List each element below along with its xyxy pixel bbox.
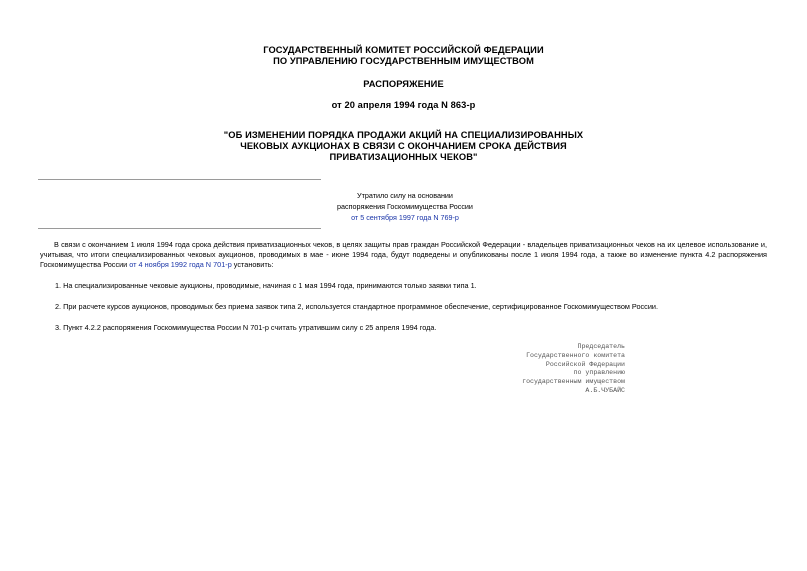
signatory-name: А.Б.ЧУБАЙС <box>585 386 625 394</box>
status-note-line-1: Утратило силу на основании <box>357 191 453 200</box>
clause-1: 1. На специализированные чековые аукционы, проводимые, начиная с 1 мая 1994 года, принимаются только заявки типа 1. <box>55 281 477 290</box>
document-date: от 20 апреля 1994 года N 863-р <box>331 100 476 110</box>
issuer-line-1: ГОСУДАРСТВЕННЫЙ КОМИТЕТ РОССИЙСКОЙ ФЕДЕРАЦИИ <box>263 45 544 55</box>
document-title-line-1: "ОБ ИЗМЕНЕНИИ ПОРЯДКА ПРОДАЖИ АКЦИЙ НА СПЕЦИАЛИЗИРОВАННЫХ <box>223 130 584 140</box>
separator-rule-top <box>38 179 321 180</box>
issuer-line-2: ПО УПРАВЛЕНИЮ ГОСУДАРСТВЕННЫМ ИМУЩЕСТВОМ <box>273 56 534 66</box>
signature-line-5: государственным имуществом <box>522 378 625 386</box>
signature-line-1: Председатель <box>577 343 625 350</box>
document-type: РАСПОРЯЖЕНИЕ <box>363 79 444 89</box>
signature-line-4: по управлению <box>573 369 625 377</box>
repeal-order-link[interactable]: от 5 сентября 1997 года N 769-р <box>351 213 459 222</box>
clause-3: 3. Пункт 4.2.2 распоряжения Госкомимущества России N 701-р считать утратившим силу с 25 апреля 1994 года. <box>55 323 437 332</box>
signature-line-2: Государственного комитета <box>526 351 625 359</box>
separator-rule-bottom <box>38 228 321 229</box>
intro-text-before: В связи с окончанием 1 июля 1994 года срока действия приватизационных чеков, в целях защиты прав граждан Российской Федерации - владельцев приватизационных чеков на их целевое использование и, учитывая, что итоги специализированных чековых аукционов, проводимых в мае - июне 1994 года, будут подведены и опубликованы после 1 июля 1994 года, а также во изменение пункта 4.2 распоряжения Госкомимущества России <box>40 240 767 270</box>
status-note-link-wrap <box>300 212 510 223</box>
signature-block <box>440 343 625 396</box>
intro-text-after: установить: <box>231 260 274 270</box>
status-note-line-2: распоряжения Госкомимущества России <box>337 202 473 211</box>
clause-2: 2. При расчете курсов аукционов, проводимых без приема заявок типа 2, используется стандартное программное обеспечение, сертифицированное Госкомимуществом России. <box>55 302 659 311</box>
intro-paragraph <box>40 240 767 271</box>
signature-line-3: Российской Федерации <box>545 360 625 368</box>
document-title-line-2: ЧЕКОВЫХ АУКЦИОНАХ В СВЯЗИ С ОКОНЧАНИЕМ СРОКА ДЕЙСТВИЯ <box>240 141 567 151</box>
order-701-link[interactable]: от 4 ноября 1992 года N 701-р <box>129 260 232 270</box>
document-title-line-3: ПРИВАТИЗАЦИОННЫХ ЧЕКОВ" <box>329 152 478 162</box>
